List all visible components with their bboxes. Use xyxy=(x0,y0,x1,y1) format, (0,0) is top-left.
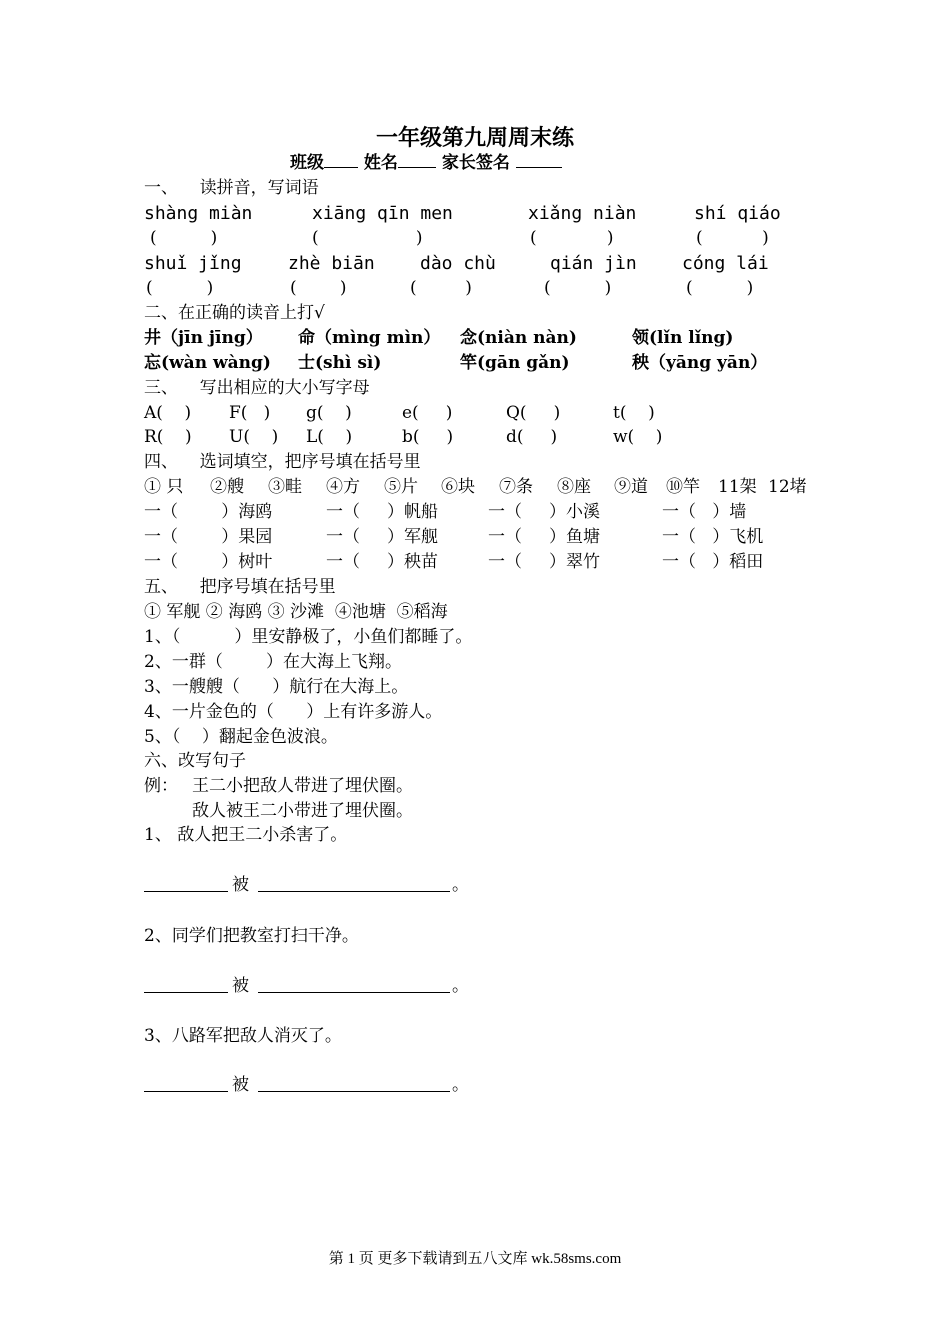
letter-item xyxy=(144,402,191,424)
pronunciation-item[interactable]: 井（jīn jīng） xyxy=(144,328,263,348)
period: 。 xyxy=(452,875,469,895)
parent-sign-blank[interactable] xyxy=(516,151,562,168)
pronunciation-item[interactable]: 命（mìng mìn） xyxy=(298,328,441,348)
parent-sign-label: 家长签名 xyxy=(441,153,510,173)
fill-prefix: 一（ xyxy=(488,527,522,547)
fill-word: 墙 xyxy=(729,502,747,522)
letter-item xyxy=(613,402,655,424)
page-title: 一年级第九周周末练 xyxy=(375,125,574,151)
fill-item: 一（ ）鱼塘 xyxy=(488,527,601,547)
fill-word: 翠竹 xyxy=(566,552,601,572)
example-label: 例： xyxy=(144,776,178,796)
sentence-fill-item[interactable]: 2、一群（ ）在大海上飞翔。 xyxy=(144,652,403,672)
fill-prefix: 一（ xyxy=(662,552,696,572)
class-label: 班级 xyxy=(290,153,324,173)
fill-blank[interactable] xyxy=(696,527,712,547)
fill-prefix: 一（ xyxy=(144,502,178,522)
bei-label: 被 xyxy=(232,976,249,996)
word-option: ④方 xyxy=(326,477,360,497)
letter-item xyxy=(402,426,453,448)
fill-word: 鱼塘 xyxy=(566,527,601,547)
sentence-fill-item[interactable]: 1、（ ）里安静极了，小鱼们都睡了。 xyxy=(144,627,473,647)
letter-label: t( xyxy=(613,403,627,423)
letter-item xyxy=(613,426,662,448)
word-option: ⑥块 xyxy=(441,477,475,497)
fill-blank[interactable] xyxy=(178,502,221,522)
letter-blank[interactable]: ) xyxy=(249,427,279,447)
pinyin-9: cóng lái xyxy=(682,253,769,274)
word-option: ⑧座 xyxy=(557,477,591,497)
sentence-fill-item[interactable]: 4、一片金色的（ ）上有许多游人。 xyxy=(144,702,443,722)
fill-blank[interactable] xyxy=(522,527,549,547)
fill-blank[interactable] xyxy=(522,502,549,522)
fill-item: 一（ ）小溪 xyxy=(488,502,601,522)
letter-label: A( xyxy=(144,403,163,423)
fill-word: 树叶 xyxy=(238,552,273,572)
word-option: ②艘 xyxy=(210,477,244,497)
section4-heading: 四、 选词填空，把序号填在括号里 xyxy=(144,452,421,472)
answer-line[interactable] xyxy=(258,992,450,993)
fill-word: 军舰 xyxy=(404,527,439,547)
letter-blank[interactable]: ) xyxy=(526,403,561,423)
fill-blank[interactable] xyxy=(360,527,387,547)
pinyin-1: shàng miàn xyxy=(144,203,253,224)
pronunciation-item[interactable]: 领(lǐn lǐng) xyxy=(632,328,734,348)
fill-word: 秧苗 xyxy=(404,552,439,572)
letter-item xyxy=(229,402,270,424)
pinyin-6: zhè biān xyxy=(288,253,375,274)
word-option: 12堵 xyxy=(768,477,807,497)
letter-blank[interactable]: ) xyxy=(247,403,271,423)
letter-blank[interactable]: ) xyxy=(163,427,192,447)
pronunciation-item[interactable]: 竿(gān gǎn) xyxy=(460,353,570,373)
letter-blank[interactable]: ) xyxy=(634,427,663,447)
fill-prefix: 一（ xyxy=(326,502,360,522)
example-sentence-original: 王二小把敌人带进了埋伏圈。 xyxy=(192,776,413,796)
answer-box[interactable]: ( ) xyxy=(530,228,614,248)
letter-blank[interactable]: ) xyxy=(162,403,192,423)
letter-label: w( xyxy=(613,427,635,447)
fill-prefix: 一（ xyxy=(326,527,360,547)
letter-item xyxy=(306,426,352,448)
fill-blank[interactable] xyxy=(360,552,387,572)
pronunciation-item[interactable]: 秧（yāng yān） xyxy=(632,353,768,373)
example-sentence-rewritten: 敌人被王二小带进了埋伏圈。 xyxy=(192,801,413,821)
fill-blank[interactable] xyxy=(178,552,221,572)
answer-line[interactable] xyxy=(144,992,228,993)
letter-label: F( xyxy=(229,403,248,423)
letter-item xyxy=(144,426,192,448)
word-option: ⑩竿 xyxy=(666,477,700,497)
class-blank[interactable] xyxy=(324,151,358,168)
letter-blank[interactable]: ) xyxy=(323,403,352,423)
word-option: ⑨道 xyxy=(614,477,648,497)
word-option: 11架 xyxy=(718,477,757,497)
pinyin-2: xiāng qīn men xyxy=(312,203,453,224)
answer-line[interactable] xyxy=(258,1091,450,1092)
bei-label: 被 xyxy=(232,875,249,895)
period: 。 xyxy=(452,976,469,996)
pinyin-5: shuǐ jǐng xyxy=(144,253,242,274)
answer-box[interactable]: ( ) xyxy=(410,278,472,298)
word-option: ⑦条 xyxy=(499,477,533,497)
answer-line[interactable] xyxy=(144,891,228,892)
letter-blank[interactable]: ) xyxy=(323,427,353,447)
answer-box[interactable]: ( ) xyxy=(312,228,423,248)
fill-word: 飞机 xyxy=(729,527,764,547)
fill-prefix: 一（ xyxy=(662,502,696,522)
letter-label: d( xyxy=(506,427,524,447)
fill-item: 一（ ）墙 xyxy=(662,502,747,522)
letter-label: Q( xyxy=(506,403,527,423)
name-blank[interactable] xyxy=(398,151,436,168)
answer-line[interactable] xyxy=(144,1091,228,1092)
fill-item: 一（ ）帆船 xyxy=(326,502,439,522)
letter-label: L( xyxy=(306,427,324,447)
pronunciation-item[interactable]: 士(shì sì) xyxy=(298,353,382,373)
page-footer: 第 1 页 更多下载请到五八文库 wk.58sms.com xyxy=(328,1251,622,1267)
fill-prefix: 一（ xyxy=(326,552,360,572)
pinyin-8: qián jìn xyxy=(550,253,637,274)
pinyin-7: dào chù xyxy=(420,253,496,274)
section3-heading: 三、 写出相应的大小写字母 xyxy=(144,378,370,398)
letter-label: R( xyxy=(144,427,164,447)
letter-item xyxy=(506,402,560,424)
fill-prefix: 一（ xyxy=(144,552,178,572)
fill-item: 一（ ）秧苗 xyxy=(326,552,439,572)
word-option: ⑤片 xyxy=(384,477,418,497)
section2-heading: 二、在正确的读音上打√ xyxy=(144,303,325,323)
fill-prefix: 一（ xyxy=(144,527,178,547)
answer-box[interactable]: ( ) xyxy=(544,278,612,298)
answer-box[interactable]: ( ) xyxy=(150,228,218,248)
fill-item: 一（ ）果园 xyxy=(144,527,273,547)
fill-item: 一（ ）稻田 xyxy=(662,552,764,572)
fill-item: 一（ ）军舰 xyxy=(326,527,439,547)
section1-heading: 一、 读拼音，写词语 xyxy=(144,178,319,198)
answer-box[interactable]: ( ) xyxy=(696,228,769,248)
answer-box[interactable]: ( ) xyxy=(290,278,347,298)
name-label: 姓名 xyxy=(363,153,398,173)
fill-item: 一（ ）翠竹 xyxy=(488,552,601,572)
letter-label: b( xyxy=(402,427,420,447)
pinyin-3: xiǎng niàn xyxy=(528,203,637,224)
header-fields xyxy=(290,151,562,174)
letter-blank[interactable]: ) xyxy=(419,427,454,447)
fill-prefix: 一（ xyxy=(488,552,522,572)
fill-blank[interactable] xyxy=(696,502,712,522)
letter-blank[interactable]: ) xyxy=(418,403,453,423)
question-3: 3、八路军把敌人消灭了。 xyxy=(144,1026,342,1046)
word-option: ① 只 xyxy=(144,477,184,497)
fill-word: 小溪 xyxy=(566,502,601,522)
fill-item: 一（ ）海鸥 xyxy=(144,502,273,522)
fill-word: 帆船 xyxy=(404,502,439,522)
bei-label: 被 xyxy=(232,1075,249,1095)
answer-box[interactable]: ( ) xyxy=(686,278,754,298)
question-2: 2、同学们把教室打扫干净。 xyxy=(144,926,359,946)
fill-blank[interactable] xyxy=(522,552,549,572)
answer-line[interactable] xyxy=(258,891,450,892)
fill-prefix: 一（ xyxy=(488,502,522,522)
letter-label: g( xyxy=(306,403,324,423)
fill-word: 海鸥 xyxy=(238,502,273,522)
letter-item xyxy=(229,426,278,448)
letter-item xyxy=(506,426,557,448)
pronunciation-item[interactable]: 念(niàn nàn) xyxy=(460,328,577,348)
pinyin-4: shí qiáo xyxy=(694,203,781,224)
section5-options: ① 军舰 ② 海鸥 ③ 沙滩 ④池塘 ⑤稻海 xyxy=(144,602,448,622)
fill-blank[interactable] xyxy=(696,552,712,572)
period: 。 xyxy=(452,1075,469,1095)
pronunciation-item[interactable]: 忘(wàn wàng) xyxy=(144,353,271,373)
fill-word: 果园 xyxy=(238,527,273,547)
answer-box[interactable]: ( ) xyxy=(146,278,214,298)
fill-blank[interactable] xyxy=(360,502,387,522)
word-option: ③畦 xyxy=(268,477,302,497)
letter-label: U( xyxy=(229,427,250,447)
section6-heading: 六、改写句子 xyxy=(144,751,246,771)
letter-label: e( xyxy=(402,403,419,423)
letter-blank[interactable]: ) xyxy=(626,403,655,423)
fill-item: 一（ ）飞机 xyxy=(662,527,764,547)
sentence-fill-item[interactable]: 3、一艘艘（ ）航行在大海上。 xyxy=(144,677,409,697)
question-1: 1、 敌人把王二小杀害了。 xyxy=(144,825,348,845)
sentence-fill-item[interactable]: 5、（ ）翻起金色波浪。 xyxy=(144,727,338,747)
letter-item xyxy=(306,402,352,424)
letter-item xyxy=(402,402,452,424)
section5-heading: 五、 把序号填在括号里 xyxy=(144,577,336,597)
fill-word: 稻田 xyxy=(729,552,764,572)
letter-blank[interactable]: ) xyxy=(523,427,558,447)
fill-item: 一（ ）树叶 xyxy=(144,552,273,572)
fill-prefix: 一（ xyxy=(662,527,696,547)
fill-blank[interactable] xyxy=(178,527,221,547)
